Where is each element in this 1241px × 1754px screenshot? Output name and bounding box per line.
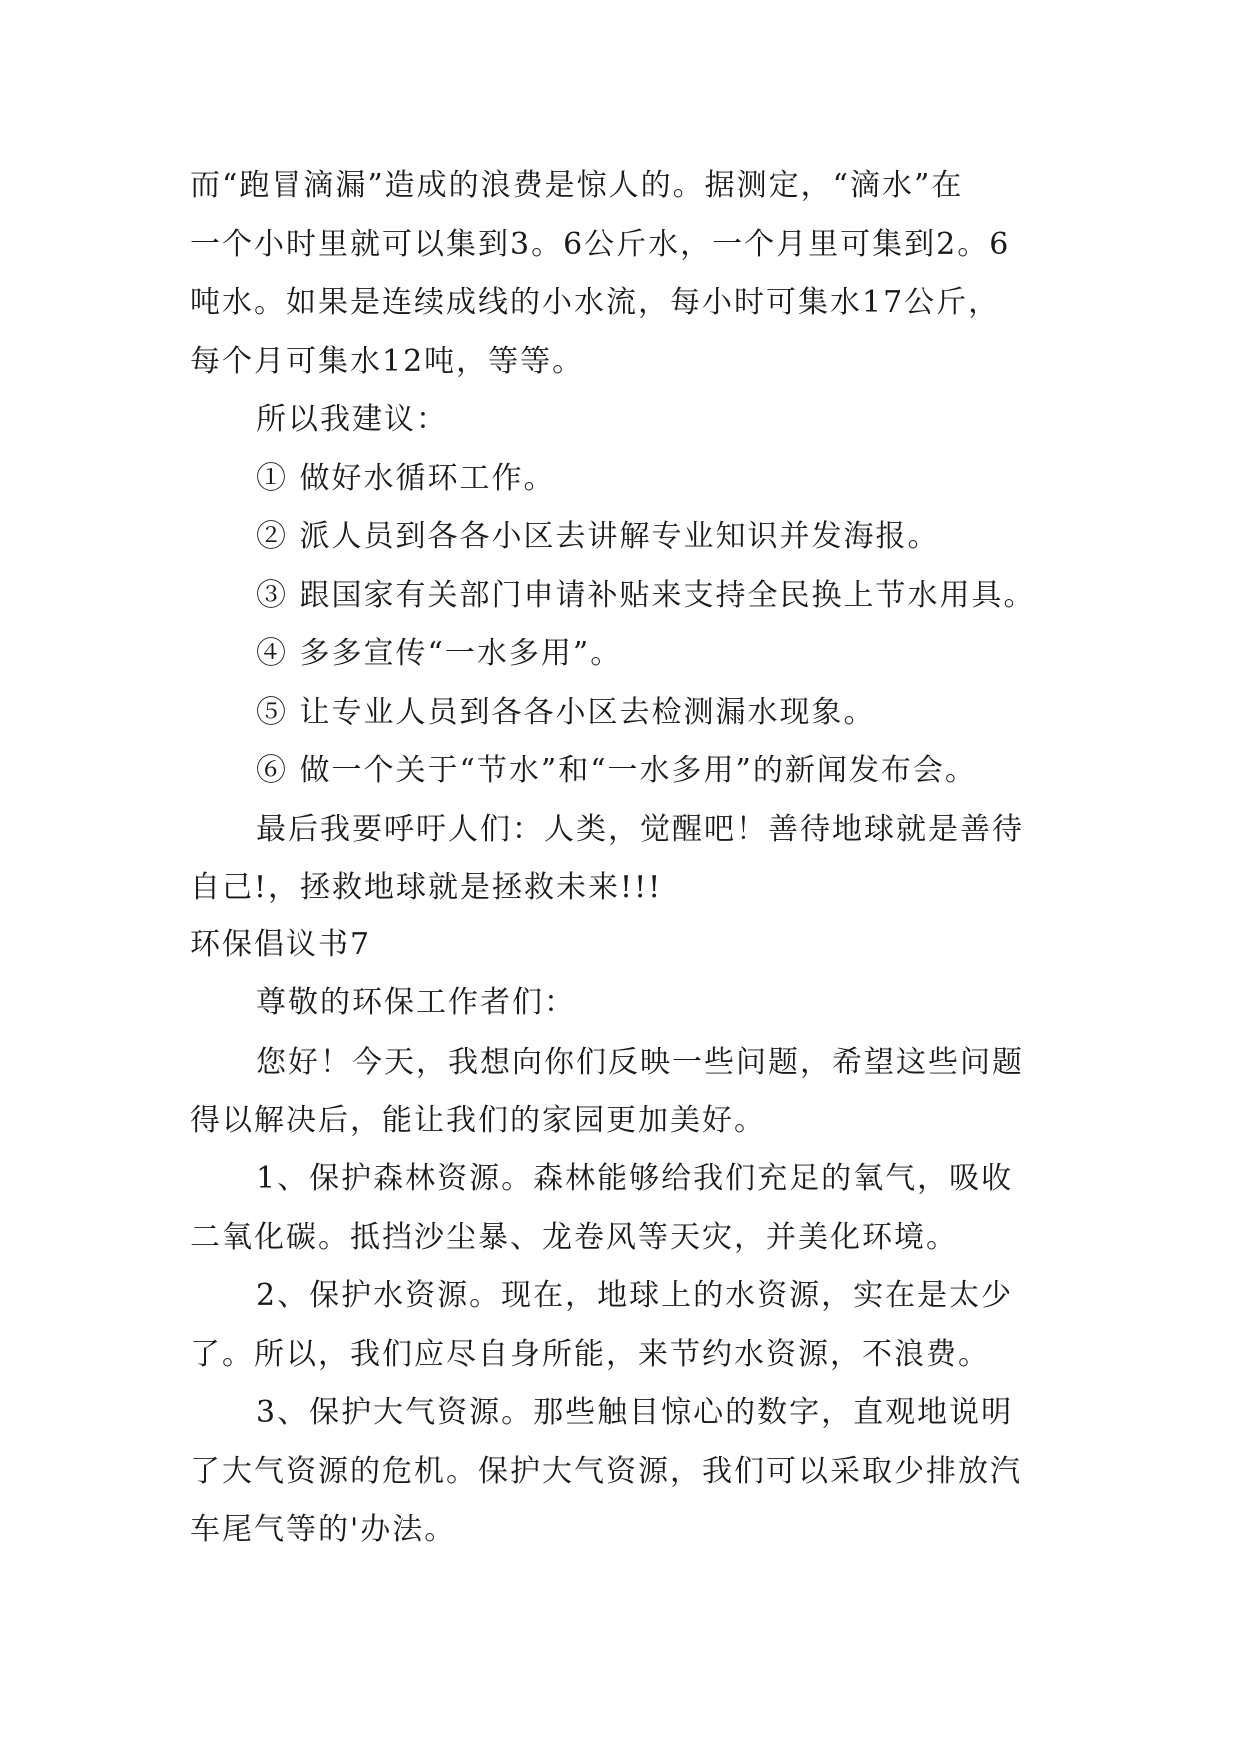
paragraph-line: 自己!，拯救地球就是拯救未来!!! (190, 870, 663, 905)
paragraph-line: 您好！今天，我想向你们反映一些问题，希望这些问题 (256, 1045, 1024, 1080)
paragraph-line: 得以解决后，能让我们的家园更加美好。 (190, 1103, 766, 1138)
list-item: ⑥ 做一个关于“节水”和“一水多用”的新闻发布会。 (256, 753, 977, 788)
paragraph-line: 最后我要呼吁人们：人类，觉醒吧！善待地球就是善待 (256, 812, 1024, 847)
paragraph-line: 车尾气等的'办法。 (190, 1512, 457, 1547)
list-item: ④ 多多宣传“一水多用”。 (256, 636, 623, 671)
paragraph-line: 了大气资源的危机。保护大气资源，我们可以采取少排放汽 (190, 1454, 1022, 1489)
paragraph-line: 1、保护森林资源。森林能够给我们充足的氧气，吸收 (256, 1161, 1014, 1196)
paragraph-line: 3、保护大气资源。那些触目惊心的数字，直观地说明 (256, 1395, 1014, 1430)
paragraph-line: 二氧化碳。抵挡沙尘暴、龙卷风等天灾，并美化环境。 (190, 1220, 958, 1255)
list-item: ① 做好水循环工作。 (256, 461, 556, 496)
paragraph-line: 吨水。如果是连续成线的小水流，每小时可集水17公斤， (190, 285, 1001, 320)
list-item: ② 派人员到各各小区去讲解专业知识并发海报。 (256, 519, 940, 554)
paragraph-line: 一个小时里就可以集到3。6公斤水，一个月里可集到2。6 (190, 227, 1011, 262)
paragraph-line: 而“跑冒滴漏”造成的浪费是惊人的。据测定，“滴水”在 (190, 168, 964, 203)
section-heading: 环保倡议书7 (190, 927, 372, 962)
paragraph-line: 每个月可集水12吨，等等。 (190, 344, 585, 379)
paragraph-line: 2、保护水资源。现在，地球上的水资源，实在是太少 (256, 1278, 1014, 1313)
list-item: ⑤ 让专业人员到各各小区去检测漏水现象。 (256, 695, 876, 730)
list-item: ③ 跟国家有关部门申请补贴来支持全民换上节水用具。 (256, 578, 1036, 613)
salutation: 尊敬的环保工作者们： (256, 985, 576, 1020)
paragraph-line: 所以我建议： (256, 402, 448, 437)
paragraph-line: 了。所以，我们应尽自身所能，来节约水资源，不浪费。 (190, 1337, 990, 1372)
